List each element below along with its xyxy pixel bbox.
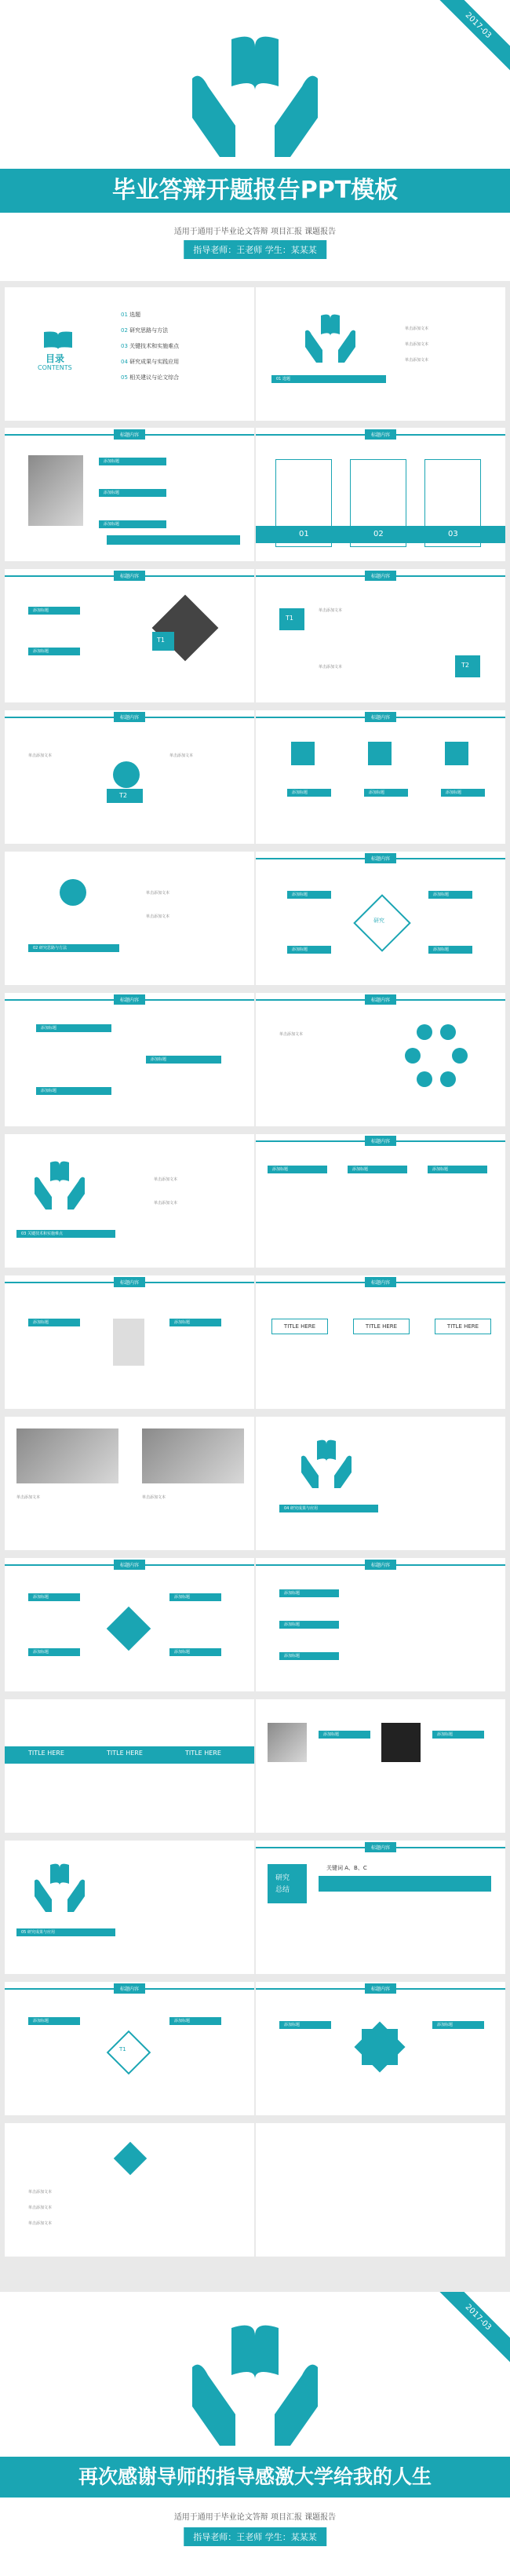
hands-book-icon: [177, 2320, 333, 2450]
end-subtitle: 适用于通用于毕业论文答辩 项目汇报 课题报告: [173, 2513, 337, 2522]
slide-three-boxes[interactable]: 标题内容 01 02 03: [256, 428, 505, 561]
bullet-text: 单击添加文本: [405, 327, 429, 331]
section-bar: 01 选题: [271, 375, 386, 383]
toc-item[interactable]: 05 相关建议与论文综合: [121, 374, 180, 381]
photo: [268, 1723, 307, 1762]
end-title: 再次感谢导师的指导感激大学给我的人生: [0, 2457, 510, 2498]
toc-item[interactable]: 03 关键技术和实施难点: [121, 343, 180, 349]
slide-title-here[interactable]: 标题内容 TITLE HERE TITLE HERE TITLE HERE: [256, 1275, 505, 1409]
slide-star[interactable]: 标题内容 添加标题 添加标题: [256, 1982, 505, 2115]
slide-section-4[interactable]: 04 研究成果与应用: [256, 1417, 505, 1550]
slide-three-icons[interactable]: 标题内容 添加标题 添加标题 添加标题: [256, 710, 505, 844]
slide-photo-row[interactable]: 添加标题 添加标题: [256, 1699, 505, 1833]
cover-slide[interactable]: [0, 0, 510, 281]
toc-item[interactable]: 04 研究成果与实践应用: [121, 359, 180, 365]
hands-book-icon: [295, 1436, 358, 1491]
cover-title: 毕业答辩开题报告PPT模板: [0, 169, 510, 213]
slide-arrows[interactable]: 标题内容 添加标题 添加标题 添加标题: [256, 1134, 505, 1268]
slide-summary[interactable]: 标题内容 研究 总结 关键词 A、B、C: [256, 1841, 505, 1974]
toc-item[interactable]: 02 研究思路与方法: [121, 327, 169, 334]
slide-section-5[interactable]: 05 研究成果与应用: [5, 1841, 254, 1974]
slide-text-center[interactable]: 标题内容 T2 单击添加文本 单击添加文本: [5, 710, 254, 844]
slide-section-2[interactable]: 02 研究思路与方法 单击添加文本 单击添加文本: [5, 852, 254, 985]
slide-circle-icons[interactable]: 标题内容 单击添加文本: [256, 993, 505, 1126]
slide-text-photo[interactable]: 标题内容 添加标题 添加标题 T1: [5, 569, 254, 702]
date-ribbon: 2017-03: [430, 2292, 510, 2366]
slide-section-3[interactable]: 03 关键技术和实施难点 单击添加文本 单击添加文本: [5, 1134, 254, 1268]
bullet-text: 单击添加文本: [405, 358, 429, 363]
slide-title-cards[interactable]: TITLE HERE TITLE HERE TITLE HERE: [5, 1699, 254, 1833]
hands-book-icon: [28, 1158, 91, 1213]
slide-list-bars[interactable]: 标题内容 添加标题 添加标题 添加标题: [256, 1558, 505, 1691]
toc-heading-en: CONTENTS: [38, 364, 72, 371]
photo: [16, 1428, 118, 1483]
slide-steps[interactable]: 标题内容 添加标题 添加标题 添加标题: [5, 993, 254, 1126]
photo: [381, 1723, 421, 1762]
slide-blank[interactable]: [256, 2123, 505, 2257]
slide-two-photos[interactable]: 单击添加文本 单击添加文本: [5, 1417, 254, 1550]
end-slide[interactable]: [0, 2292, 510, 2576]
hands-book-icon: [299, 311, 362, 366]
slide-final-list[interactable]: 单击添加文本 单击添加文本 单击添加文本: [5, 2123, 254, 2257]
slide-photo-list[interactable]: 标题内容 添加标题 添加标题 添加标题: [5, 428, 254, 561]
slide-diamond[interactable]: 标题内容 研究 添加标题 添加标题 添加标题 添加标题: [256, 852, 505, 985]
end-advisor: 指导老师：王老师 学生：某某某: [184, 2527, 326, 2546]
photo: [28, 455, 83, 526]
hands-book-icon: [177, 31, 333, 161]
hands-book-icon: [28, 1860, 91, 1915]
slide-cube[interactable]: 标题内容 添加标题 添加标题: [5, 1275, 254, 1409]
date-ribbon: 2017-03: [430, 0, 510, 74]
book-icon: [42, 330, 74, 349]
toc-item[interactable]: 01 选题: [121, 312, 141, 318]
slide-toc[interactable]: [5, 287, 254, 421]
slide-diamond-four[interactable]: 标题内容 添加标题 添加标题 添加标题 添加标题: [5, 1558, 254, 1691]
slide-diamond-center[interactable]: 标题内容 T1 添加标题 添加标题: [5, 1982, 254, 2115]
toc-heading: 目录: [46, 353, 65, 364]
bullet-text: 单击添加文本: [405, 342, 429, 347]
cover-subtitle: 适用于通用于毕业论文答辩 项目汇报 课题报告: [173, 228, 337, 236]
slide-section-1[interactable]: [256, 287, 505, 421]
cover-advisor: 指导老师：王老师 学生：某某某: [184, 240, 326, 259]
photo: [142, 1428, 244, 1483]
slide-text-blocks[interactable]: 标题内容 T1 T2 单击添加文本 单击添加文本: [256, 569, 505, 702]
